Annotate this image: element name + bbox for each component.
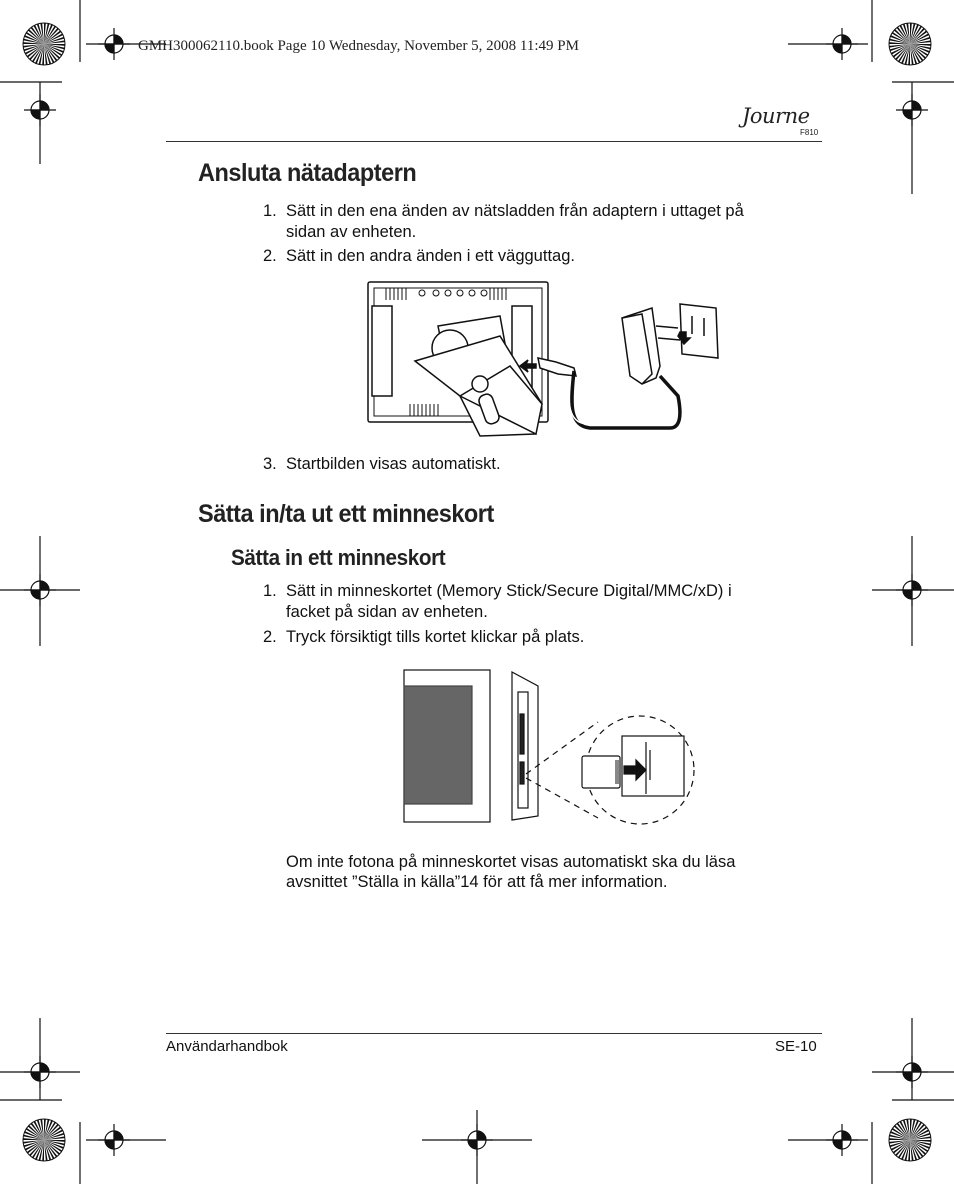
- note-paragraph: [286, 852, 826, 892]
- step-item: [263, 454, 823, 475]
- footer-manual-title: Användarhandbok: [166, 1038, 288, 1055]
- note-line: avsnittet ”Ställa in källa”14 för att få mer information.: [286, 873, 668, 891]
- step-number: 1.: [263, 202, 277, 220]
- step-text: Startbilden visas automatiskt.: [286, 455, 501, 473]
- step-item: [263, 627, 823, 648]
- subsection-title-insert-card: Sätta in ett minneskort: [231, 545, 446, 570]
- power-adapter-illustration: [360, 276, 730, 441]
- starburst-mark: [889, 23, 931, 65]
- starburst-mark: [23, 1119, 65, 1161]
- section-title-power-adapter: Ansluta nätadaptern: [198, 159, 417, 187]
- footer-rule: [166, 1033, 822, 1034]
- starburst-mark: [889, 1119, 931, 1161]
- step-text: Sätt in den andra änden i ett vägguttag.: [286, 247, 575, 265]
- step-number: 2.: [263, 628, 277, 646]
- step-item: [263, 581, 823, 623]
- starburst-mark: [23, 23, 65, 65]
- page-number: SE-10: [775, 1038, 817, 1055]
- brand-logo: [742, 104, 819, 144]
- note-line: Om inte fotona på minneskortet visas automatiskt ska du läsa: [286, 853, 736, 871]
- step-text: Sätt in den ena änden av nätsladden från adaptern i uttaget på: [286, 202, 744, 220]
- memory-card-illustration: [400, 666, 700, 836]
- print-header: GMH300062110.book Page 10 Wednesday, November 5, 2008 11:49 PM: [138, 38, 579, 54]
- brand-script: Journe: [742, 104, 810, 128]
- step-text: facket på sidan av enheten.: [286, 603, 488, 621]
- step-number: 2.: [263, 247, 277, 265]
- section-title-memory-card: Sätta in/ta ut ett minneskort: [198, 500, 494, 528]
- brand-model: F810: [800, 128, 819, 137]
- step-number: 1.: [263, 582, 277, 600]
- step-item: [263, 246, 823, 267]
- header-rule: [166, 141, 822, 142]
- step-text: Sätt in minneskortet (Memory Stick/Secure Digital/MMC/xD) i: [286, 582, 732, 600]
- step-item: [263, 201, 823, 243]
- step-text: sidan av enheten.: [286, 223, 417, 241]
- step-number: 3.: [263, 455, 277, 473]
- step-text: Tryck försiktigt tills kortet klickar på plats.: [286, 628, 585, 646]
